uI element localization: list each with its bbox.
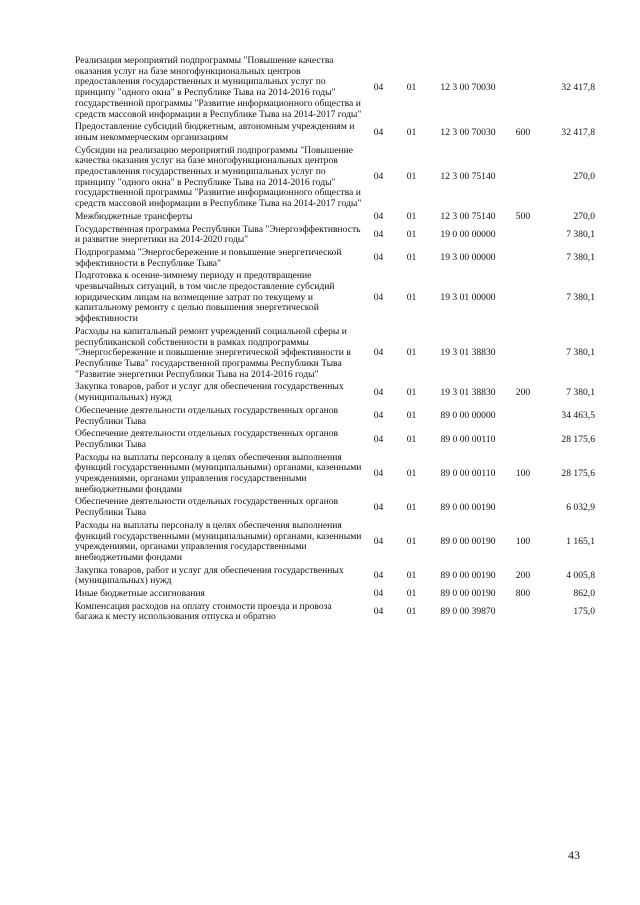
row-name: Межбюджетные трансферты (75, 210, 193, 222)
row-name: Иные бюджетные ассигнования (75, 588, 205, 600)
row-target-article: 89 0 00 00190 (440, 569, 496, 581)
row-subsection-code: 01 (406, 535, 417, 547)
row-target-article: 89 0 00 00000 (440, 410, 496, 422)
row-section-code: 04 (373, 126, 384, 138)
row-name: Субсидии на реализацию мероприятий подпрограммы "Повышение качества оказания услуг на базе многофункциональных центров предоставления государственных и муниципальных услуг по принципу "одного окна" в Республике Тыва на 2014-2016 годы" государственной программы "Развитие информационного общества и средств массовой информации в Республике Тыва на 2014-2017 годы" (75, 144, 362, 210)
row-amount: 270,0 (573, 171, 595, 183)
row-amount: 32 417,8 (561, 126, 595, 138)
row-expense-type: 200 (515, 386, 531, 398)
row-name: Расходы на выплаты персоналу в целях обеспечения выполнения функций государственными (муниципальными) органами, казенными учреждениями, органами управления государственными внебюджетными фондами (75, 519, 362, 563)
row-subsection-code: 01 (406, 252, 417, 264)
row-amount: 7 380,1 (566, 386, 595, 398)
row-expense-type (508, 497, 538, 520)
table-row (75, 248, 595, 271)
row-amount: 32 417,8 (561, 81, 595, 93)
table-row (75, 56, 595, 122)
table-row (75, 327, 595, 383)
row-expense-type: 200 (515, 569, 531, 581)
row-amount: 28 175,6 (561, 433, 595, 445)
table-row (75, 122, 595, 145)
table-row (75, 521, 595, 566)
row-subsection-code: 01 (406, 588, 417, 600)
row-name: Предоставление субсидий бюджетным, автономным учреждениям и иным некоммерческим организациям (75, 121, 355, 143)
row-target-article: 12 3 00 75140 (440, 171, 496, 183)
row-amount: 1 165,1 (566, 535, 595, 547)
table-row (75, 453, 595, 498)
row-expense-type (508, 406, 538, 429)
row-amount: 28 175,6 (561, 467, 595, 479)
row-subsection-code: 01 (406, 386, 417, 398)
row-name: Компенсация расходов на оплату стоимости проезда и провоза багажа к месту использования отпуска и обратно (75, 600, 332, 623)
row-expense-type: 800 (515, 588, 531, 600)
row-subsection-code: 01 (406, 126, 417, 138)
row-section-code: 04 (373, 588, 384, 600)
table-row (75, 212, 595, 225)
row-section-code: 04 (373, 171, 384, 183)
row-subsection-code: 01 (406, 291, 417, 303)
row-section-code: 04 (373, 535, 384, 547)
table-row (75, 225, 595, 248)
row-section-code: 04 (373, 410, 384, 422)
row-expense-type: 100 (515, 535, 531, 547)
table-row (75, 602, 595, 625)
row-amount: 7 380,1 (566, 252, 595, 264)
row-subsection-code: 01 (406, 501, 417, 513)
row-name: Подготовка к осенне-зимнему периоду и предотвращение чрезвычайных ситуаций, в том числе предоставление субсидий юридическим лицам на возмещение затрат по текущему и капитальному ремонту с целью повышения энергетической эффективности (75, 270, 335, 325)
row-subsection-code: 01 (406, 347, 417, 359)
row-amount: 34 463,5 (561, 410, 595, 422)
row-name: Государственная программа Республики Тыва "Энергоэффективность и развитие энергетики на 2014-2020 годы" (75, 223, 361, 246)
row-expense-type (508, 271, 538, 327)
row-name: Подпрограмма "Энергосбережение и повышение энергетической эффективности в Республике Тыва" (75, 246, 342, 269)
row-target-article: 19 3 00 00000 (440, 252, 496, 264)
row-amount: 7 380,1 (566, 291, 595, 303)
row-amount: 175,0 (573, 606, 595, 618)
row-section-code: 04 (373, 81, 384, 93)
row-section-code: 04 (373, 501, 384, 513)
row-section-code: 04 (373, 228, 384, 240)
budget-table (75, 56, 595, 625)
table-row (75, 146, 595, 212)
row-section-code: 04 (373, 569, 384, 581)
row-target-article: 89 0 00 00190 (440, 535, 496, 547)
row-name: Закупка товаров, работ и услуг для обеспечения государственных (муниципальных) нужд (75, 564, 344, 587)
row-expense-type (508, 327, 538, 383)
row-amount: 4 005,8 (566, 569, 595, 581)
row-target-article: 12 3 00 70030 (440, 81, 496, 93)
row-amount: 6 032,9 (566, 501, 595, 513)
row-amount: 7 380,1 (566, 228, 595, 240)
row-subsection-code: 01 (406, 171, 417, 183)
row-target-article: 89 0 00 00110 (440, 433, 496, 445)
row-amount: 270,0 (573, 210, 595, 222)
row-section-code: 04 (373, 606, 384, 618)
row-expense-type: 600 (515, 126, 531, 138)
table-row (75, 406, 595, 429)
row-amount: 7 380,1 (566, 347, 595, 359)
table-row (75, 589, 595, 602)
row-section-code: 04 (373, 386, 384, 398)
row-expense-type (508, 602, 538, 625)
row-name: Расходы на выплаты персоналу в целях обеспечения выполнения функций государственными (муниципальными) органами, казенными учреждениями, органами управления государственными внебюджетными фондами (75, 451, 362, 495)
row-name: Обеспечение деятельности отдельных государственных органов Республики Тыва (75, 404, 339, 427)
row-expense-type: 500 (515, 210, 531, 222)
row-expense-type (508, 56, 538, 122)
table-row (75, 271, 595, 327)
row-section-code: 04 (373, 291, 384, 303)
row-subsection-code: 01 (406, 467, 417, 479)
table-row (75, 497, 595, 520)
row-subsection-code: 01 (406, 569, 417, 581)
row-subsection-code: 01 (406, 228, 417, 240)
row-target-article: 12 3 00 70030 (440, 126, 496, 138)
row-section-code: 04 (373, 433, 384, 445)
row-target-article: 19 3 01 38830 (440, 386, 496, 398)
table-row (75, 382, 595, 405)
row-expense-type (508, 429, 538, 452)
row-section-code: 04 (373, 347, 384, 359)
row-subsection-code: 01 (406, 433, 417, 445)
row-expense-type (508, 248, 538, 271)
row-subsection-code: 01 (406, 606, 417, 618)
row-name: Расходы на капитальный ремонт учреждений социальной сферы и республиканской собственности в рамках подпрограммы "Энергосбережение и повышение энергетической эффективности в Республике Тыва" государственной программы Республики Тыва "Развитие энергетики Республики Тыва на 2014-2016 годы" (75, 325, 351, 380)
row-name: Закупка товаров, работ и услуг для обеспечения государственных (муниципальных) нужд (75, 381, 344, 404)
row-target-article: 19 3 01 38830 (440, 347, 496, 359)
row-section-code: 04 (373, 210, 384, 222)
row-subsection-code: 01 (406, 410, 417, 422)
row-target-article: 89 0 00 00110 (440, 467, 496, 479)
row-section-code: 04 (373, 252, 384, 264)
row-target-article: 12 3 00 75140 (440, 210, 496, 222)
row-target-article: 19 3 01 00000 (440, 291, 496, 303)
row-expense-type (508, 146, 538, 212)
table-row (75, 566, 595, 589)
row-target-article: 89 0 00 00190 (440, 501, 496, 513)
row-target-article: 89 0 00 00190 (440, 588, 496, 600)
row-name: Обеспечение деятельности отдельных государственных органов Республики Тыва (75, 496, 339, 519)
table-row (75, 429, 595, 452)
row-target-article: 19 0 00 00000 (440, 228, 496, 240)
budget-table-body (75, 56, 595, 625)
row-name: Реализация мероприятий подпрограммы "Повышение качества оказания услуг на базе многофункциональных центров предоставления государственных и муниципальных услуг по принципу "одного окна" в Республике Тыва на 2014-2016 годы" государственной программы "Развитие информационного общества и средств массовой информации в Республике Тыва на 2014-2017 годы" (75, 55, 362, 120)
row-subsection-code: 01 (406, 210, 417, 222)
row-target-article: 89 0 00 39870 (440, 606, 496, 618)
row-expense-type: 100 (515, 467, 531, 479)
row-expense-type (508, 225, 538, 248)
row-subsection-code: 01 (406, 81, 417, 93)
row-amount: 862,0 (573, 588, 595, 600)
row-section-code: 04 (373, 467, 384, 479)
row-name: Обеспечение деятельности отдельных государственных органов Республики Тыва (75, 428, 339, 450)
page-number: 43 (568, 848, 580, 862)
